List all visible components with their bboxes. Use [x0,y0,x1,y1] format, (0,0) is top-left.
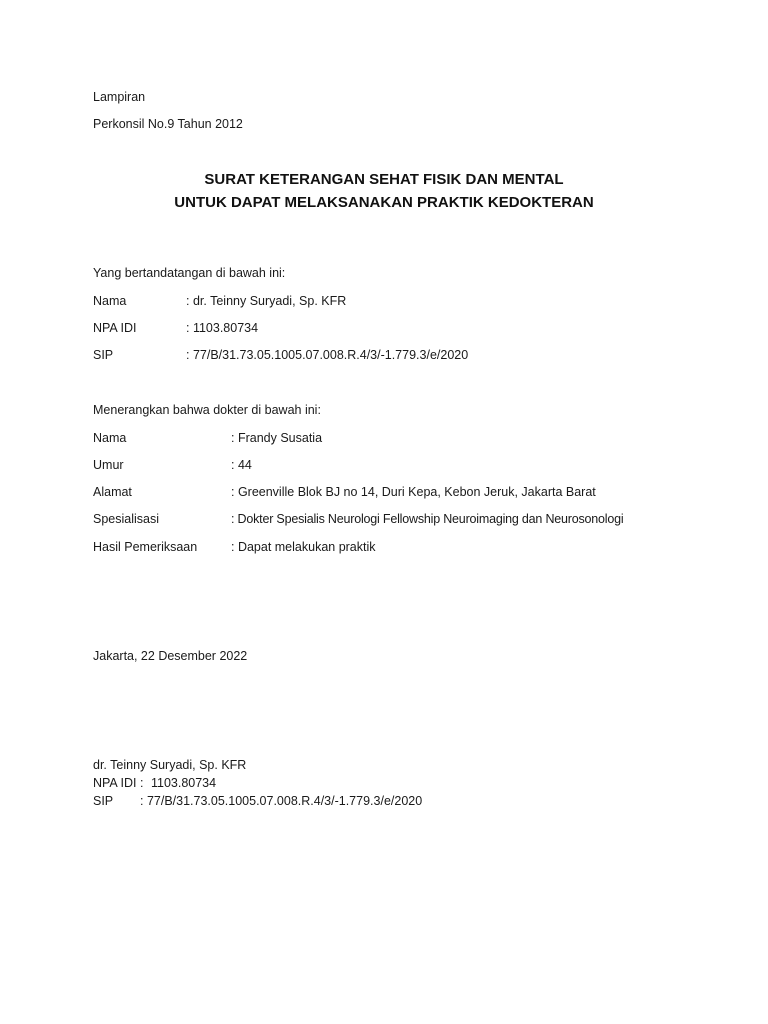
npa-label: NPA IDI : [93,776,144,790]
field-value: : dr. Teinny Suryadi, Sp. KFR [186,294,347,308]
document-title-line2: UNTUK DAPAT MELAKSANAKAN PRAKTIK KEDOKTERAN [174,194,594,211]
place-date: Jakarta, 22 Desember 2022 [93,649,248,663]
document-title-line1: SURAT KETERANGAN SEHAT FISIK DAN MENTAL [204,171,564,188]
npa-value: 1103.80734 [150,776,217,790]
field-value: : Dokter Spesialis Neurologi Fellowship Neuroimaging dan Neurosonologi [231,512,624,526]
field-value: : Greenville Blok BJ no 14, Duri Kepa, Kebon Jeruk, Jakarta Barat [231,485,596,499]
field-label: NPA IDI [93,321,137,335]
field-value: : 1103.80734 [186,321,259,335]
signatory-name: dr. Teinny Suryadi, Sp. KFR [93,758,247,772]
field-value: : Dapat melakukan praktik [231,540,376,554]
attachment-label: Lampiran [93,90,146,104]
field-value: : Frandy Susatia [231,431,323,445]
subject-intro: Menerangkan bahwa dokter di bawah ini: [93,403,321,417]
sip-value: : 77/B/31.73.05.1005.07.008.R.4/3/-1.779.3/e/2020 [140,794,423,808]
field-label: Nama [93,431,127,445]
field-label: Hasil Pemeriksaan [93,540,198,554]
signature-sip-row [93,793,422,809]
field-label: Spesialisasi [93,512,160,526]
field-value: : 77/B/31.73.05.1005.07.008.R.4/3/-1.779.3/e/2020 [186,348,469,362]
field-value: : 44 [231,458,252,472]
sip-label: SIP [93,794,114,808]
field-label: Alamat [93,485,132,499]
regulation-reference: Perkonsil No.9 Tahun 2012 [93,117,243,131]
signatory-intro: Yang bertandatangan di bawah ini: [93,266,286,280]
signature-npa-row [93,775,216,791]
field-label: SIP [93,348,114,362]
field-label: Nama [93,294,127,308]
field-label: Umur [93,458,124,472]
